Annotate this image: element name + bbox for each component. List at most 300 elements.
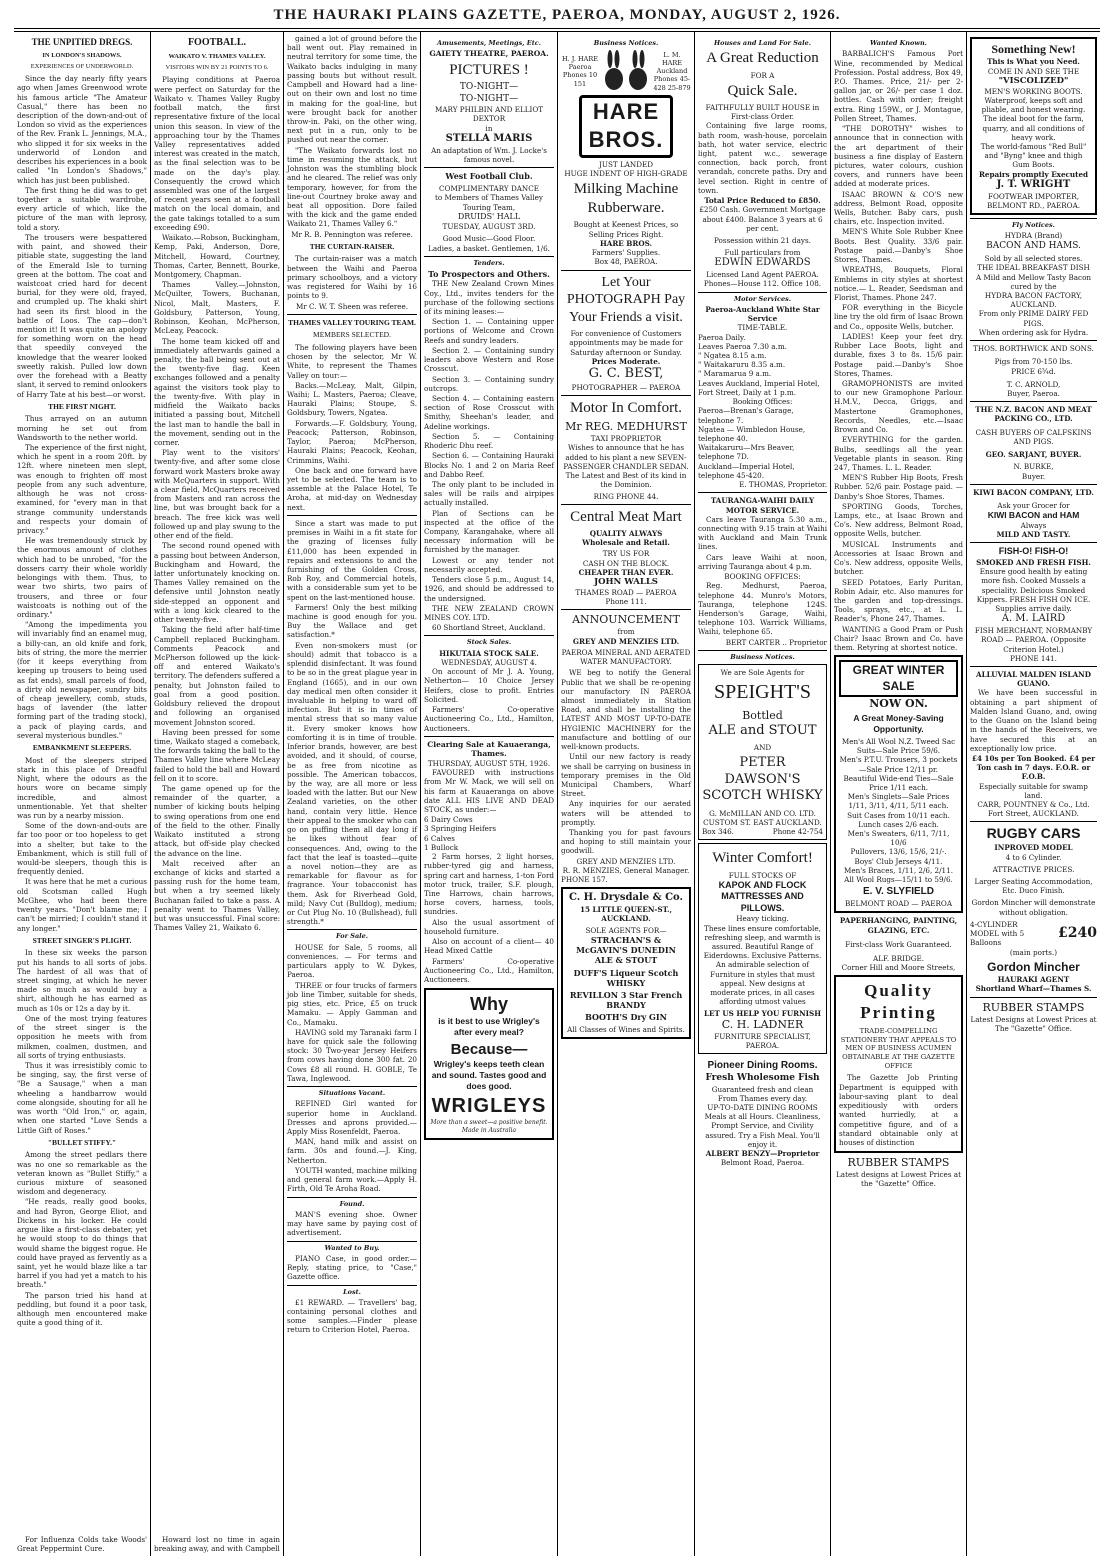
ad-text: Pullovers, 13/6, 15/6, 21/-.	[850, 847, 947, 857]
classified-ad: FOR everything in the Bicycle line try the old firm of Isaac Brown and Co., opposite Wells, butcher.	[834, 303, 963, 331]
ad-text: FOR A	[750, 70, 775, 80]
ad-text: The Gazette Job Printing Department is equipped with labour-saving plant to deal expeditiously with orders wanted hurriedly, at a competitive figure, and of a standard obtainable only at houses of distinction	[839, 1073, 958, 1147]
pioneer-ad	[698, 1057, 827, 1170]
ad-text: MEN'S WORKING BOOTS.	[984, 86, 1083, 96]
film-stars: MARY PHILBIN AND ELLIOT DEXTOR	[434, 105, 544, 124]
classified-heading: Fly Notices.	[970, 218, 1097, 229]
ad-text: " Maramarua 9 a.m.	[698, 369, 772, 379]
ad-text: N. BURKE,	[1013, 462, 1054, 472]
ad-text: INPROVED MODEL	[994, 843, 1073, 853]
ad-text: Auckland—Imperial Hotel, telephone 45-420.	[698, 461, 795, 480]
sale-title: HIKUTAIA STOCK SALE.	[439, 648, 539, 658]
paragraph: Having been pressed for some time, Waikato staged a comeback, the forwards taking the ball to the Thames Valley line where McLeay failed to hold the ball and Howard fell on it to score.	[154, 727, 280, 783]
paragraph: "Among the impedimenta you will invariably find an enamel mug, a billy-can, an old knife and fork, bits of string, the more the merrier (for it keeps everything from keeping up trousers to being used as fat ends), small parcels of food, a dirty old newspaper, sundry bits of cheap jewellery, comb, studs, bags of lavender (the latter forming part of the trading stock), a pack of playing cards, and several mysterious bundles."	[17, 620, 147, 740]
divider	[698, 492, 827, 493]
ad-text: £250 Cash. Government Mortgage about £400. Balance 3 years at 6 per cent.	[699, 205, 826, 233]
classified-ad: ISAAC BROWN & CO'S new address, Belmont Road, opposite Wells, Butcher. Baby cars, push chairs, etc. Inspection invited.	[834, 189, 963, 227]
paragraph: THE NEW ZEALAND CROWN MINES COY. LTD.	[424, 603, 554, 622]
ad-text: ATTRACTIVE PRICES.	[992, 864, 1075, 874]
ad-headline: PETER DAWSON'S SCOTCH WHISKY	[702, 754, 823, 804]
ad-text: FAITHFULLY BUILT HOUSE in First-class Order.	[705, 102, 820, 122]
ad-text: Larger Seating Accommodation, Etc. Duco Finish.	[974, 877, 1093, 896]
because-heading: Because—	[450, 1040, 528, 1058]
classified-ad: BARBALICH'S Famous Port Wine, recommended by Medical Profession. Postal address, Box 49, P.O. Thames. Price, 21/- per 2-gallon jar, or 26/- per case 1 doz. bottles. Cash with order; freight extra. Ring 159W., or J. Montague, Pollen Street, Thames.	[834, 49, 963, 123]
ad-headline: ANNOUNCEMENT	[572, 613, 680, 627]
ad-text: AND	[753, 742, 772, 752]
ad-headline: KIWI BACON COMPANY, LTD.	[973, 487, 1094, 497]
classified-ad: LADIES! Keep your feet dry. Rubber Lace Boots, light and durable, fixes 3 to 8s. 15/6 pair. Postage paid.—Danby's Shoe Stores, Thames.	[834, 331, 963, 378]
classified-heading: Wanted Known.	[870, 39, 927, 47]
ad-text: First-class Work Guaranteed.	[845, 939, 952, 949]
list-item: 1 Bullock	[424, 842, 459, 852]
ad-text: Men's Braces, 1/11, 2/6, 2/11.	[843, 865, 953, 875]
article-deck: VISITORS WIN BY 21 POINTS TO 6.	[165, 64, 269, 72]
section-heading: THAMES VALLEY TOURING TEAM.	[288, 317, 416, 327]
column-right	[967, 34, 1100, 1554]
ad-text: Especially suitable for swamp land.	[979, 781, 1088, 800]
paragraph: Section 1. — Containing upper portions of Welcome and Crown Reefs and sundry leaders.	[424, 317, 554, 345]
ad-text: Total Price Reduced to £850.	[704, 196, 821, 206]
paragraph: Among the street pedlars there was no one so remarkable as the veteran known as "Bullet Stiffy," a curious mixture of seasoned wisdom and degeneracy.	[17, 1150, 147, 1197]
paragraph: Taking the field after half-time Campbell replaced Buckingham. Comments Peacock and McPherson followed up the kick-off and entered Waikato's territory. The defenders suffered a penalty, but Johnston failed to goal from a good position. Goldsbury relieved the dropout and following an organised movement Johnston scored.	[154, 625, 280, 727]
classified-ad: REFINED Girl wanted for superior home in Auckland. Dresses and aprons provided.—Apply Miss Rosenfeldt, Paeroa.	[287, 1099, 417, 1137]
ad-text: THAMES ROAD — PAEROA	[575, 587, 677, 597]
ad-headline: FISH-O! FISH-O!	[998, 546, 1069, 557]
paragraph: "The Waikato forwards lost no time in resuming the attack, but Johnston was the stumbling block and he cleared. The relief was only temporary, however, for from the line-out Courtney broke away and beat all opposition. Dore failed with the kick and the game ended Waikato 21, Thames Valley 6."	[287, 145, 417, 229]
ad-name: A. M. LAIRD	[1001, 613, 1066, 625]
ad-name: Mr REG. MEDHURST	[565, 420, 687, 434]
ad-text: TRADE-COMPELLING STATIONERY THAT APPEALS TO MEN OF BUSINESS ACUMEN OBTAINABLE AT THE GAZETTE OFFICE	[840, 1026, 957, 1070]
hare-left-contact: H. J. HARE Paeroa Phones 10 151	[561, 54, 599, 88]
classified-ad: THREE or four trucks of farmers job line Timber, suitable for sheds, pig sties, etc. Price, £5 on truck Mamaku. — Apply Gamman and Co., Mamaku.	[287, 980, 417, 1027]
ad-headline: Quick Sale.	[727, 82, 798, 99]
ad-headline: Winter Comfort!	[712, 850, 813, 867]
paragraph: 2 Farm horses, 2 light horses, rubber-tyred gig and harness, spring cart and harness, 1-ton Ford motor truck, trailer, S.F. plough, Tine Harrows, chain harrows, horse covers, harness, tools, sundries.	[424, 852, 554, 917]
ad-text: Buyer, Paeroa.	[1007, 388, 1060, 398]
ad-text: Ngatea — Wimbledon House, telephone 40.	[698, 424, 806, 444]
ad-headline: Motor In Comfort.	[569, 399, 683, 416]
paragraph: Waikato.—Robson, Buckingham, Kemp, Paki, Anderson, Dore, Mitchell, Howard, Courtney, Thomas, Carter, Bennett, Bourke, Montgomery, Chapman.	[154, 233, 280, 280]
classified-ad: HOUSE for Sale, 5 rooms, all conveniences. — For terms and particulars apply to W. Dykes, Paeroa.	[287, 942, 417, 980]
ad-text: PHONE 141.	[1010, 653, 1057, 663]
ad-text: Repairs promptly Executed	[978, 169, 1089, 179]
ad-name: G. C. BEST,	[588, 366, 664, 382]
ad-text: Booking Offices:	[732, 397, 793, 407]
ad-text: GREY AND MENZIES LTD.	[576, 856, 676, 866]
classified-ad: MAN'S evening shoe. Owner may have same by paying cost of advertisement.	[287, 1209, 417, 1238]
ad-headline: THOS. BORTHWICK AND SONS.	[973, 344, 1094, 354]
ad-text: G. McMILLAN AND CO. LTD.	[709, 808, 816, 818]
ad-text: From only PRIME DAIRY FED PIGS.	[978, 309, 1089, 328]
paragraph: One back and one forward have yet to be selected. The team is to assemble at the Palace Hotel, Te Aroha, at mid-day on Wednesday next.	[287, 465, 417, 512]
ad-text: Heavy ticking.	[736, 914, 789, 924]
ad-text: Full particulars from	[724, 248, 801, 258]
article-title: THE UNPITIED DREGS.	[31, 37, 133, 47]
divider	[970, 666, 1097, 667]
ad-text: HARE BROS.	[599, 238, 653, 248]
ad-text: Buyer.	[1021, 471, 1046, 481]
classified-heading: Situations Vacant.	[287, 1086, 417, 1097]
divider	[424, 167, 554, 168]
ad-text: Phone 42-754	[772, 827, 823, 837]
divider	[561, 504, 691, 505]
ad-text: Leaves Auckland, Imperial Hotel, Fort Street, Daily at 1 p.m.	[698, 378, 820, 397]
ad-text: from	[617, 627, 635, 637]
classified-heading: Motor Services.	[698, 292, 827, 303]
ad-name: Gordon Mincher	[987, 959, 1080, 974]
ad-text: HUGE INDENT OF HIGH-GRADE	[564, 168, 688, 178]
ad-text: Licensed Land Agent PAEROA.	[706, 270, 819, 280]
ad-text: UP-TO-DATE DINING ROOMS Meals at all Hours. Cleanliness, Prompt Service, and Civility assured. Try a Fish Meal. You'll enjoy it.	[704, 1103, 821, 1149]
ad-name: JOHN WALLS	[594, 577, 658, 588]
ad-text: STRACHAN'S & McGAVIN'S DUNEDIN ALE & STOUT	[576, 934, 676, 966]
ad-text: PHONE 157.	[561, 875, 608, 885]
ad-headline: Paeroa-Auckland White Star Service	[705, 304, 820, 324]
dance-music: Good Music—Good Floor.	[442, 234, 536, 244]
footer-ad: For Influenza Colds take Woods' Great Peppermint Cure.	[17, 1534, 147, 1553]
tonight-label: TO-NIGHT—	[459, 93, 519, 104]
ad-text: FOOTWEAR IMPORTER, BELMONT RD., PAEROA.	[986, 191, 1081, 210]
ad-text: We are Sole Agents for	[720, 668, 805, 678]
ad-text: PHOTOGRAPHER — PAEROA	[571, 382, 681, 392]
because-body: Wrigley's keeps teeth clean and sound. Tastes good and does good.	[431, 1059, 547, 1091]
ad-contact	[702, 827, 823, 836]
classified-ad: MAN, hand milk and assist on farm. 30s and found.—J. King, Netherton.	[287, 1137, 417, 1165]
ad-text: Men's P.T.U. Trousers, 3 pockets—Sale Price 12/11 pr.	[839, 755, 958, 774]
ad-text: " Ngatea 8.15 a.m.	[698, 351, 767, 361]
hare-bros-logo: HARE BROS.	[579, 95, 673, 157]
ad-headline: A Great Reduction	[706, 50, 819, 67]
ad-headline: Fresh Wholesome Fish	[705, 1073, 820, 1084]
ad-text: Beautiful Wide-end Ties—Sale Price 1/11 each.	[843, 773, 954, 792]
paragraph: Containing five large rooms, bath room, wash-house, porcelain bath, hot water service, electric light, patent w.c., sewerage connection, back porch, front verandah, concrete paths. Dry and level section. Right in centre of town.	[698, 121, 827, 195]
paragraph: It was here that he met a curious old Scotsman called Hugh McGhee, who had been there twenty years. "Don't blame me; I can't be mirried; I couldn't stand it any longer."	[17, 877, 147, 933]
paragraph: The trousers were bespattered with paint, and showed their pitiable state, suggesting the land of the Emerald Isle to turning green at the bottom. The coat and waistcoat cried hard for decent burial, for they were old, frayed, and crumpled up. The khaki shirt had seen its first blood in the battle of Loos. The cap—don't mention it! It was quite an apology for something worn on the head that speedily conveyed the knowledge that the wearer looked sweetly rakish. Pulled low down over the forehead with a Beatty slant, it served to remind onlookers of Harry Tate at his best—or worst.	[17, 232, 147, 399]
ad-text: Paeroa—Brenan's Garage, telephone 7.	[698, 406, 794, 425]
list-item: 6 Calves	[424, 833, 455, 843]
paragraph: The experience of the first night, which he spent in a room 20ft. by 12ft. where nineteen men slept, was enough to frighten off most people from any such adventure, although he was not cross-examined, for "every man in that strange community understands and respects your domain of privacy."	[17, 443, 147, 536]
paragraph: The parson tried his hand at peddling, but found it a poor task, although men encountered make quite a good thing of it.	[17, 1290, 147, 1328]
ad-text: MILD AND TASTY.	[996, 530, 1071, 540]
classified-ad: WANTING a Good Pram or Push Chair? Isaac Brown and Co. have them. Retyring at shortest notice.	[834, 624, 963, 653]
section-heading: THE FIRST NIGHT.	[48, 401, 116, 411]
column-football-cont	[284, 34, 420, 1554]
article-deck: EXPERIENCES OF UNDERWORLD.	[30, 62, 134, 70]
ad-text: Leaves Paeroa 7.30 a.m.	[698, 341, 787, 351]
club-name: West Football Club.	[445, 171, 533, 182]
ad-text: Corner Hill and Moore Streets,	[841, 963, 956, 973]
paragraph: The only plant to be included in sales will be rails and airpipes actually installed.	[424, 479, 554, 508]
wrigleys-origin: Made in Australia	[461, 1127, 517, 1135]
winter-sale-ad	[834, 655, 963, 913]
classified-heading: Tenders.	[424, 256, 554, 267]
section-heading: "BULLET STIFFY."	[47, 1137, 117, 1147]
article-subtitle: WAIKATO V. THAMES VALLEY.	[168, 52, 266, 60]
ad-headline: TAURANGA-WAIHI DAILY MOTOR SERVICE.	[710, 496, 815, 515]
divider	[561, 395, 691, 396]
classified-heading: Lost.	[287, 1285, 417, 1296]
ad-text: BERT CARTER .. Proprietor	[725, 637, 827, 647]
paragraph: Backs.—McLeay, Malt, Gilpin, Waihi; L. Masters, Paeroa; Cleave, Hauraki Plains; Stoupe, S. Goldsbury, Towers, Ngatea.	[287, 380, 417, 418]
divider	[970, 821, 1097, 822]
paragraph: Any inquiries for our aerated waters will be attended to promptly.	[561, 799, 691, 827]
ad-text: Boys' Club Jerseys 4/11.	[854, 856, 943, 866]
ad-text: Shortland Wharf—Thames S.	[975, 984, 1092, 994]
paragraph: Howard lost no time in again breaking away, and with Campbell	[154, 1534, 280, 1553]
ad-text: Guaranteed fresh and clean From Thames every day.	[711, 1084, 814, 1103]
dance-detail: to Members of Thames Valley Touring Team,	[435, 193, 543, 212]
ad-headline: RUGBY CARS	[986, 825, 1081, 842]
column-unpitied-dregs	[14, 34, 150, 1554]
paragraph: WE beg to notify the General Public that we shall be re-opening our manufactory IN PAEROA almost immediately in Station Road, and shall be installing the LATEST AND MOST UP-TO-DATE HYGIENIC MACHINERY for the manufacture and bottling of our well-known products.	[561, 668, 691, 752]
paragraph: The second round opened with a passing bout between Anderson, Buckingham and Howard, the latter unfortunately knocking on. Thames Valley remained on the defensive until Johnston neatly side-stepped an opponent and with a long kick cleared to the other twenty-five.	[154, 541, 280, 625]
ad-text: Pigs from 70-150 lbs.	[994, 357, 1073, 367]
ad-text: For convenience of Customers appointments may be made for Saturday afternoon or Sunday.	[569, 329, 683, 357]
ad-text: REVILLON 3 Star French BRANDY	[569, 989, 683, 1011]
divider	[970, 484, 1097, 485]
ad-text: Men's Singlets—Sale Prices 1/11, 3/11, 4/11, 5/11 each.	[847, 792, 950, 811]
article-subtitle: IN LONDON'S SHADOWS.	[42, 51, 122, 59]
ad-headline: Milking Machine Rubberware.	[573, 181, 679, 217]
ad-text: TRY US FOR	[602, 549, 650, 559]
ad-headline: Central Meat Mart	[570, 508, 682, 525]
ad-text: Box 48, PAEROA.	[594, 257, 658, 267]
dance-heading: COMPLIMENTARY DANCE	[439, 184, 539, 194]
ad-text: All Classes of Wines and Spirits.	[567, 1024, 685, 1034]
ad-text: Always	[1020, 521, 1047, 531]
section-deck: MEMBERS SELECTED.	[313, 330, 391, 340]
paragraph: Also on account of a client— 40 Head Mixed Cattle	[424, 937, 554, 956]
ad-text: The world-famous "Red Bull" and "Byng" knee and thigh Gum Boots.	[980, 141, 1087, 170]
paragraph: Malt received after an exchange of kicks and started a passing rush for the home team, but when a try seemed likely Buchanan failed to take a pass. A penalty went to Thames Valley, but was unsuccessful. Final score: Thames Valley 21, Waikato 6.	[154, 858, 280, 933]
ad-text: CARR, POUNTNEY & Co., Ltd. Fort Street, AUCKLAND.	[977, 800, 1090, 819]
paragraph: The first thing he did was to get together a suitable wardrobe, every article of which, like the picture of the man with leprosy, told a story.	[17, 185, 147, 232]
divider	[561, 609, 691, 610]
classified-ad: MUSICAL Instruments and Accessories at Isaac Brown and Co's. New address, opposite Wells, butcher.	[834, 539, 963, 577]
paragraph: In these six weeks the parson put his hands to all sorts of jobs. The hardest of all was that of street singing, at which he never made so much as would buy a shirt, although he has earned as much as 10s or 12s a day by it.	[17, 948, 147, 1013]
paragraph: 60 Shortland Street, Auckland.	[432, 623, 546, 633]
why-body: is it best to use Wrigley's after every meal?	[438, 1016, 540, 1038]
wrigleys-logo: WRIGLEYS	[431, 1094, 547, 1117]
ad-text: A Mild and Mellow Tasty Bacon cured by the	[975, 272, 1092, 291]
ad-text: (main ports.)	[1009, 947, 1058, 957]
ad-text: SMOKED AND FRESH FISH.	[976, 558, 1091, 567]
paragraph: Thus arrayed on an autumn morning he set out from Wandsworth to the nether world.	[17, 414, 147, 442]
masthead-rule	[14, 28, 1100, 29]
classified-ad: SPORTING Goods, Torches, Lamps, etc., at Isaac Brown and Co's. New address, Belmont Road, opposite Wells, butcher.	[834, 501, 963, 539]
hall-name: DRUIDS' HALL	[457, 211, 521, 221]
divider	[424, 736, 554, 737]
sale-date: WEDNESDAY, AUGUST 4.	[441, 657, 537, 667]
paragraph: Reg. Medhurst, Paeroa, telephone 44. Munro's Motors, Tauranga, telephone 124S. Henderson's Garage, Waihi, telephone 103. Warrick Williams, Waihi, telephone 65.	[698, 581, 827, 637]
paragraph: Tenders close 5 p.m., August 14, 1926, and should be addressed to the undersigned.	[424, 575, 554, 603]
ad-text: Suit Cases from 10/11 each. Lunch cases 2/6 each.	[847, 810, 950, 829]
paragraph: Section 6. — Containing Hauraki Blocks No. 1 and 2 on Maria Reef and Dabbo Reef.	[424, 451, 554, 479]
ad-text: Waterproof, keeps soft and pliable, and honest wearing. The ideal boot for the farm, quarry, and all conditions of heavy work.	[981, 95, 1086, 142]
pictures-heading: PICTURES !	[449, 61, 529, 78]
classified-heading: Amusements, Meetings, Etc.	[437, 39, 541, 47]
ad-text: R. R. MENZIES, General Manager.	[562, 865, 690, 875]
ad-headline: A Great Money-Saving Opportunity.	[853, 713, 944, 734]
ad-text: QUALITY ALWAYS	[589, 528, 663, 538]
paragraph: On account of Mr J. A. Young, Netherton— 10 Choice Jersey Heifers, close to profit. Entries Solicited.	[424, 667, 554, 704]
paragraph: Most of the sleepers striped stark in this place of Dreadful Night, where the odours as the hours wore on became simply incredible, and almost unmentionable. Yet that shelter was run by a nearby mission.	[17, 755, 147, 820]
paragraph: "He reads, really good books, and had Byron, George Eliot, and Dickens in his locker. He could argue like a first-class debater, yet he would stoop to do things that would shame the biggest rogue. He could have prayed as fervently as a saint, yet he would blaze like a tar barrel if you had yet a match to his breath."	[17, 1197, 147, 1290]
paragraph: One of the most trying features of the street singer is the opposition he meets with from milkmen, coalmen, dustmen, and all sorts of trying enthusiasts.	[17, 1013, 147, 1060]
ad-text: Box 346.	[702, 827, 734, 837]
paragraph: The following players have been chosen by the selector, Mr W. White, to represent the Thames Valley on tour:—	[287, 342, 417, 380]
paragraph: Mr R. B. Pennington was referee.	[291, 229, 413, 239]
ad-headline: ALLUVIAL MALDEN ISLAND GUANO.	[976, 669, 1091, 689]
classified-ad: MEN'S White Sole Rubber Knee Boots. Best Quality. 33/6 pair. Postage paid.—Danby's Shoe Stores, Thames.	[834, 227, 963, 265]
paragraph: Thus it was irresistibly comic to be singing, say, the first verse of "Be a Sausage," when a man wheeling a handbarrow would come alongside, shouting for all he was worth "Old Iron," or, again, when one started "Love Sends a Little Gift of Roses."	[17, 1061, 147, 1135]
ad-text: Latest designs at Lowest Prices at the "Gazette" Office.	[836, 1170, 961, 1189]
paragraph: Farmers' Co-operative Auctioneering Co., Ltd., Hamilton, Auctioneers.	[424, 705, 554, 733]
ad-text: Bought at Keenest Prices, so Selling Prices Right.	[573, 220, 679, 239]
ad-text: These lines ensure comfortable, refreshing sleep, and warmth is assured. Beautiful Range of Eiderdowns. Exclusive Patterns. An admirable selection of Furniture in styles that must appeal. New designs at moderate prices, in all cases affording utmost values	[703, 923, 822, 1007]
wrigleys-tagline: More than a sweet—a positive benefit.	[430, 1119, 548, 1127]
paragraph: Forwards.—F. Goldsbury, Young, Peacock; Patterson, Robinson, Taylor, Paeroa; McPherson, Hauraki Plains; Peacock, Keohan, Crimmins, Waihi.	[287, 418, 417, 465]
paragraph: Even non-smokers must (or should) admit that tobacco is a splendid disinfectant. It was found to be so in the great plague year in England (1665), and in our own day medical men often consider it invaluable in helping to ward off infection. But it is in times of mental stress that so many value it. Every smoker knows how comforting it is in time of trouble. Inferior brands, however, are best avoided, and it should, of course, be as free from nicotine as possible. The American tobaccos, by the way, are all more or less loaded with the latter. But our New Zealand varieties, on the other hand, contain very little. Hence their appeal to the smoker who can go on puffing them all day long if he likes without fear of consequences. And, owing to the fact that the leaf is toasted—quite a novel notion—they are as remarkable for flavour as for fragrance. Your tobacconist has them. Ask for Riverhead Gold, mild; Navy Cut (Bulldog), medium; or Cut Plug No. 10 (Bullshead), full strength.*	[287, 640, 417, 927]
classified-heading: Stock Sales.	[424, 635, 554, 646]
ad-text: FISH MERCHANT, NORMANBY ROAD — PAEROA. (Opposite Criterion Hotel.)	[974, 626, 1093, 654]
ad-text: TIME-TABLE.	[737, 323, 788, 333]
divider	[970, 542, 1097, 543]
ad-name: EDWIN EDWARDS	[714, 257, 811, 269]
paragraph: Until our new factory is ready we shall be carrying on business in temporary premises in the Old Municipal Chambers, Wharf Street.	[561, 752, 691, 799]
paragraph: Since the day nearly fifty years ago when James Greenwood wrote his famous article "The Amateur Casual," there has been no description of the down-and-out of London so vivid as the experiences of the Rev. Frank L. Jennings, M.A., who slipped it for six weeks in the underworld of London and describes his experiences in a book called "In London's Shadows," which has just been published.	[17, 74, 147, 185]
ad-headline: C. H. Drysdale & Co.	[568, 892, 684, 904]
ad-text: Men's All Wool N.Z. Tweed Sac Suits—Sale Price 59/6.	[841, 736, 956, 756]
ad-headline: Quality Printing	[860, 981, 937, 1023]
paragraph: Plan of Sections can be inspected at the office of the Company, Karangahake, where all necessary information will be furnished by the manager.	[424, 508, 554, 555]
quality-printing-ad	[834, 975, 963, 1153]
ad-text: BELMONT ROAD — PAEROA	[844, 899, 953, 909]
paragraph: Some of the down-and-outs are far too poor or too hopeless to get into a shelter, but take to the Embankment, which is still full of would-be sleepers, though this is frequently denied.	[17, 821, 147, 877]
section-heading: EMBANKMENT SLEEPERS.	[32, 743, 132, 753]
wrigleys-ad	[424, 988, 554, 1140]
ad-headline: RUBBER STAMPS	[847, 1156, 950, 1170]
section-heading: STREET SINGER'S PLIGHT.	[32, 935, 132, 945]
hare-right-contact: L. M. HARE Auckland Phones 45-428 25-879	[653, 50, 691, 92]
ad-text: BOOKING OFFICES:	[724, 572, 801, 582]
ad-text: CUSTOM ST. EAST AUCKLAND.	[703, 817, 822, 827]
ad-text: Sold by all selected stores.	[984, 254, 1083, 264]
column-wanted-known	[831, 34, 966, 1554]
ad-text: Phone 111.	[605, 597, 647, 607]
ad-text: HAURAKI AGENT	[997, 975, 1070, 985]
ad-headline: SPEIGHT'S	[714, 681, 811, 704]
paragraph: He was tremendously struck by the enormous amount of clothes which had to be unrobed, "for the dossers carry their whole worldly belongings with them. Thus, to wear two shirts, two pairs of trousers, and three or four waistcoats is nothing out of the ordinary."	[17, 536, 147, 619]
ad-name: E. V. SLYFIELD	[863, 886, 934, 898]
masthead: THE HAURAKI PLAINS GAZETTE, PAEROA, MONDAY, AUGUST 2, 1926.	[273, 7, 841, 23]
paragraph: Farmers! Only the best milking machine is good enough for you. Buy the Wallace and get satisfaction.*	[287, 602, 417, 640]
ad-text: THE IDEAL BREAKFAST DISH	[977, 263, 1090, 273]
paragraph: Thanking you for past favours and hoping to still maintain your goodwill.	[561, 828, 691, 856]
why-heading: Why	[470, 994, 508, 1015]
ad-text: LET US HELP YOU FURNISH	[704, 1008, 821, 1018]
ad-text: Men's Sweaters, 6/11, 7/11, 10/6	[847, 829, 950, 848]
ad-text: Bottled	[742, 708, 783, 722]
ad-text: PAEROA MINERAL AND AERATED WATER MANUFACTORY.	[561, 647, 691, 667]
paragraph: Section 5. — Containing Rhoderic Dhu reef.	[424, 431, 554, 451]
paragraph: Farmers' Co-operative Auctioneering Co., Ltd., Hamilton, Auctioneers.	[424, 956, 554, 984]
classified-ad: WREATHS, Bouquets, Floral Emblems in city styles at shortest notice.— L. Reader, Seedsman and Florist, Thames. Phone 247.	[834, 265, 963, 302]
ad-headline: Something New!	[991, 42, 1076, 56]
divider	[970, 997, 1097, 998]
ad-text: Ask your Grocer for	[997, 500, 1070, 510]
ad-text: FULL STOCKS OF	[728, 870, 797, 880]
divider	[287, 515, 417, 516]
theatre-name: GAIETY THEATRE, PAEROA.	[429, 49, 549, 59]
ad-text: Possession within 21 days.	[714, 235, 811, 245]
divider	[561, 270, 691, 271]
ad-text: Paeroa Daily.	[698, 332, 746, 342]
paragraph: Section 3. — Containing sundry outcrops.	[424, 374, 554, 393]
classified-ad: SEED Potatoes, Early Puritan, Robin Adair, etc. Also manures for the garden and top-dressings. Tools, sprays, etc., at L. L. Reader's, Phone 247, Thames.	[834, 577, 963, 624]
dance-prices: Ladies, a basket. Gentlemen, 1/6.	[428, 243, 550, 253]
paragraph: Section 2. — Containing sundry leaders above Western and Rose Crosscut.	[424, 345, 554, 374]
ad-text: Wishes to announce that he has added to his plant a new SEVEN-PASSENGER CHANDLER SEDAN. The Latest and Best of its kind in the Dominion.	[563, 443, 689, 490]
ad-headline: BACON AND HAMS.	[986, 240, 1081, 251]
ad-text: This is What you Need.	[987, 57, 1080, 67]
paragraph: We have been successful in obtaining a part shipment of Malden Island Guano, and, owing to the Guano on the Island being in the hands of the Receivers, we have secured this at an exceptionally low price.	[970, 688, 1097, 753]
ad-text: BOOTH'S Dry GIN	[585, 1012, 667, 1023]
winter-comfort-ad	[698, 843, 827, 1054]
classified-ad: PIANO Case, in good order.—Reply, stating price, to "Case," Gazette office.	[287, 1253, 417, 1282]
divider	[970, 340, 1097, 341]
section-heading: THE CURTAIN-RAISER.	[309, 241, 395, 251]
ad-text: All Wool Rugs—15/11 to 59/6.	[844, 875, 953, 885]
ad-text: Prices Moderate.	[591, 356, 661, 366]
paragraph: The game opened up for the remainder of the quarter, a number of kicking bouts helping to swing operations from one end of the field to the other. Finally Waikato instituted a strong attack, but off-side play checked the advance on the line.	[154, 784, 280, 858]
ad-text: " Waitakaruru 8.35 a.m.	[698, 360, 786, 370]
ad-headline: THE N.Z. BACON AND MEAT PACKING CO., LTD.	[975, 405, 1092, 424]
paragraph: Cars leave Tauranga 5.30 a.m., connecting with 9.15 train at Waihi with Auckland and Main Trunk lines.	[698, 514, 827, 552]
ad-text: CASH BUYERS OF CALFSKINS AND PIGS.	[975, 427, 1092, 446]
paragraph: Cars leave Waihi at noon, arriving Tauranga about 4 p.m.	[698, 552, 827, 571]
paragraph: Section 4. — Containing eastern section of Rose Crosscut with Smithy, Sheehan's leader, and Adeline workings.	[424, 393, 554, 431]
article-title: FOOTBALL.	[187, 37, 247, 48]
paragraph: The home team kicked off and immediately afterwards gained a penalty, the ball being sent out at the twenty-five flag. Keen exchanges followed and a penalty against the visitors took play to the twenty-five. With play in midfield the Waikato backs initiated a passing bout, Mitchell the last man to handle the ball in the movement, sending out in the corner.	[154, 336, 280, 447]
paragraph: Since a start was made to put premises in Waihi in a fit state for the grazing of licenses fully £11,000 has been expended in repairs and extensions to and the furnishing of the Golden Cross, Rob Roy, and Commercial hotels, with a considerable sum yet to be spent on the last-mentioned house.	[287, 518, 417, 602]
drysdale-ad	[561, 887, 691, 1039]
price-label: £240	[1058, 924, 1097, 941]
film-note: An adaptation of Wm. J. Locke's famous novel.	[431, 145, 547, 164]
ad-text: CHEAPER THAN EVER.	[578, 567, 674, 577]
classified-ad: "THE DOROTHY" wishes to announce that in connection with the art department of their business a fine display of Eastern pictures, water colours, cushion covers, and runners have been added at moderate prices.	[834, 124, 963, 189]
ad-text: Farmers' Supplies.	[591, 248, 661, 258]
ad-text: Wholesale and Retail.	[582, 538, 670, 548]
ad-name: C. H. LADNER	[721, 1017, 804, 1031]
paragraph: Playing conditions at Paeroa were perfect on Saturday for the Waikato v. Thames Valley Rugby football match, the first representative fixture of the local union this season. In view of the approaching tour by the Thames Valley representatives added interest was created in the match, as the final selection was to be made on the day's play. Consequently the crowd which assembled was one of the largest of recent years seen at a football match on the local domain, and the gate takings totalled to a sum exceeding £90.	[154, 75, 280, 232]
ad-text: Phones—House 112. Office 108.	[703, 279, 822, 289]
ad-text: SOLE AGENTS FOR—	[585, 925, 667, 935]
ad-text: HYDRA (Brand)	[1004, 231, 1063, 241]
classified-heading: Houses and Land For Sale.	[713, 39, 812, 47]
ad-text: Gordon Mincher will demonstrate without obligation.	[971, 898, 1096, 917]
ad-headline: KAPOK AND FLOCK MATTRESSES AND PILLOWS.	[718, 879, 807, 913]
classified-heading: Business Notices.	[698, 650, 827, 661]
sale-title: Clearing Sale at Kauaeranga, Thames.	[427, 739, 551, 759]
classified-ad: HAVING sold my Taranaki farm I have for quick sale the following stock: 30 Two-year Jersey Heifers from cows having done 300 fat. 20 Cows £8 all round. H. GOBLE, Te Tawa, Inglewood.	[287, 1027, 417, 1083]
classified-ad: EVERYTHING for the garden. Bulbs, seedlings all the year. Vegetable plants in season. Ring 247, Thames. L. L. Reader.	[834, 435, 963, 472]
ad-text: PRICE 6¾d.	[1011, 366, 1056, 376]
ad-text: GREY AND MENZIES LTD.	[572, 636, 680, 646]
ad-headline: Let Your PHOTOGRAPH Pay Your Friends a visit.	[566, 274, 686, 326]
column-amusements	[421, 34, 557, 1554]
paragraph: Play went to the visitors' twenty-five, and after some close forward work Masters broke away with McQuarters in support. With a clear field, McQuarters received from Masters and ran across the line, but was brought back for a breach. The free kick was well followed up and play swung to the other end of the field.	[154, 448, 280, 541]
